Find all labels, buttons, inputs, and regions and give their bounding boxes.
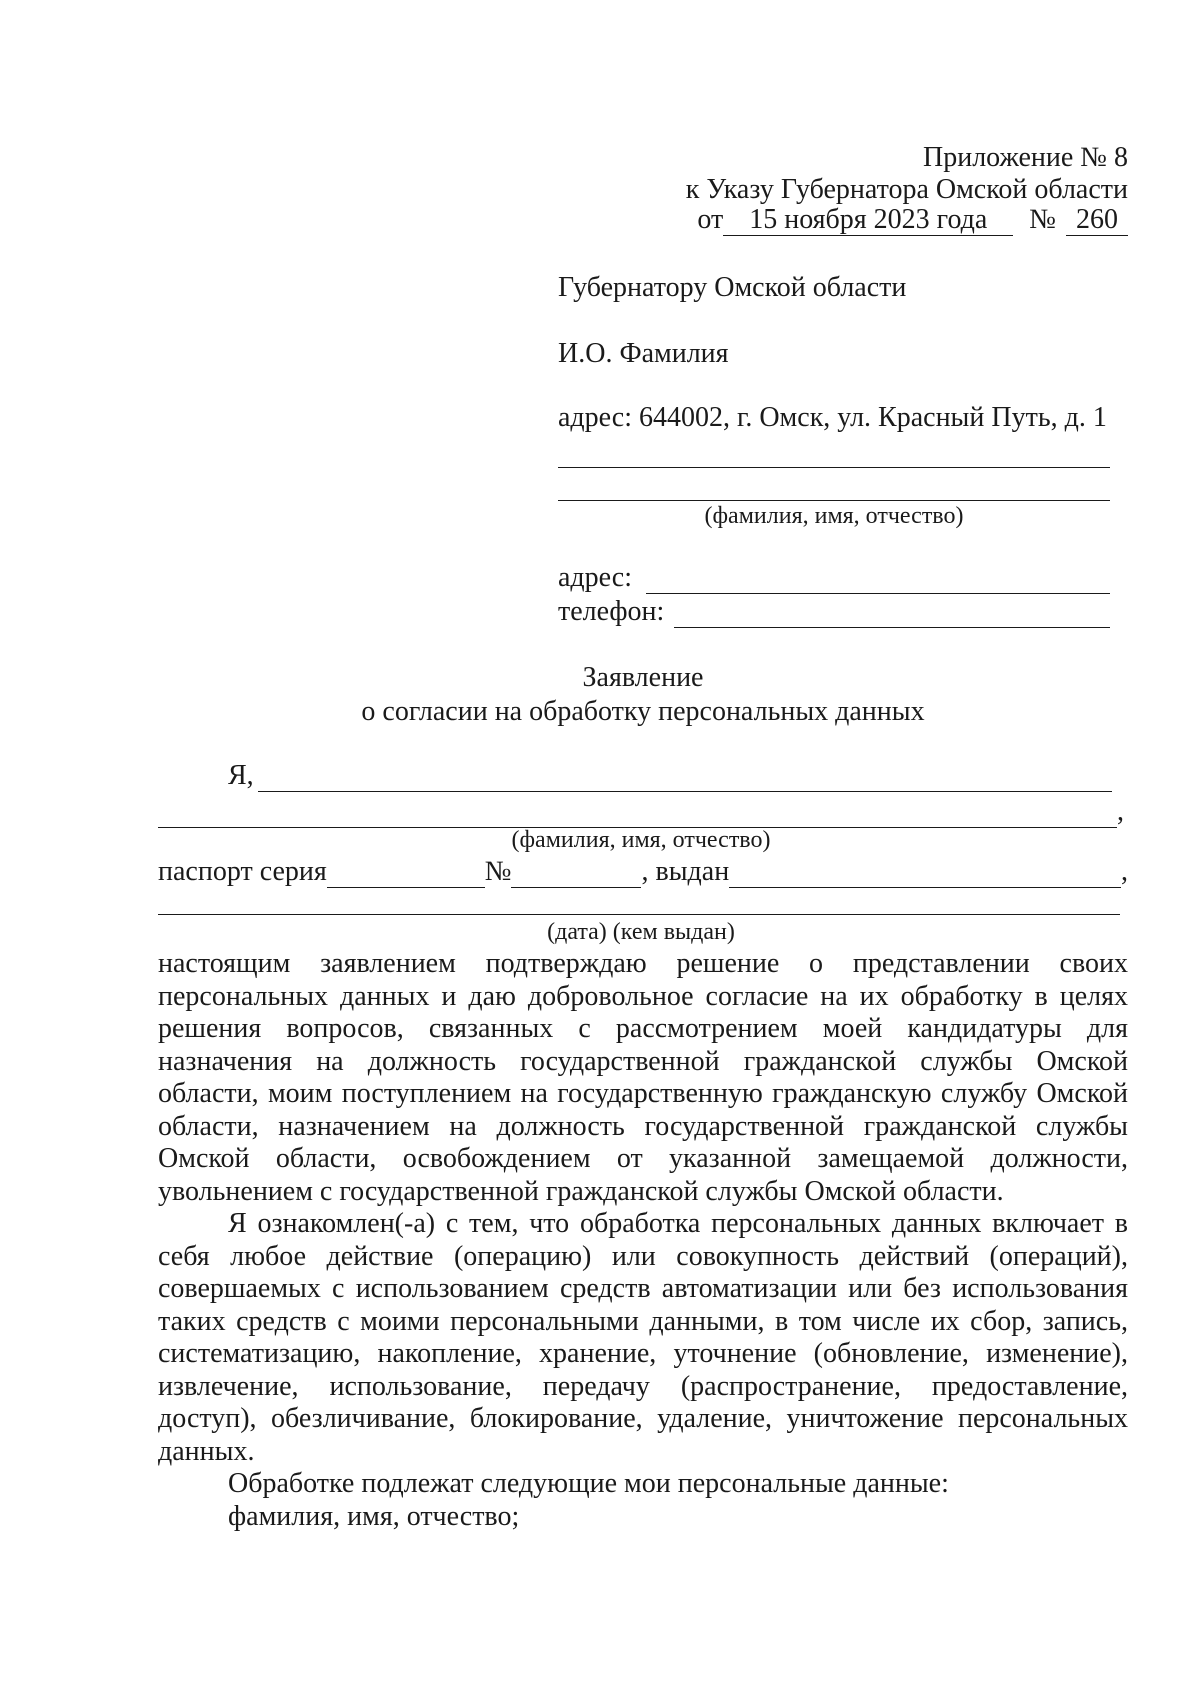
comma-2: , bbox=[1121, 856, 1128, 887]
sender-phone-input[interactable] bbox=[674, 601, 1110, 628]
addressee-title: Губернатору Омской области bbox=[558, 272, 907, 303]
sender-fio-line-2[interactable] bbox=[558, 500, 1110, 501]
decree-date-line bbox=[697, 204, 1128, 236]
passport-series-label: паспорт серия bbox=[158, 856, 327, 887]
addressee-name: И.О. Фамилия bbox=[558, 338, 729, 369]
passport-issuer-input[interactable] bbox=[729, 861, 1121, 888]
applicant-name-input-1[interactable] bbox=[258, 765, 1112, 792]
passport-number-label: № bbox=[484, 856, 512, 887]
applicant-name-input-2[interactable] bbox=[158, 801, 1117, 828]
consent-body bbox=[158, 948, 1128, 1533]
document-subtitle: о согласии на обработку персональных данных bbox=[361, 696, 925, 727]
paragraph-1: настоящим заявлением подтверждаю решение о представлении своих персональных данных и даю добровольное согласие на их обработку в целях решения вопросов, связанных с рассмотрением моей кандидатуры для назначения на должность государственной гражданской службы Омской области, моим поступлением на государственную гражданскую службу Омской области, назначением на должность государственной гражданской службы Омской области, освобождением от указанной замещаемой должности, увольнением с государственной гражданской службы Омской области. bbox=[158, 948, 1128, 1207]
from-label: от bbox=[697, 204, 724, 235]
document-title: Заявление bbox=[582, 662, 704, 693]
date-issuer-caption: (дата) (кем выдан) bbox=[547, 919, 735, 945]
sender-address-field bbox=[558, 562, 1110, 594]
comma: , bbox=[1117, 796, 1124, 827]
sender-phone-label: телефон: bbox=[558, 596, 665, 627]
applicant-name-field bbox=[228, 760, 1112, 792]
sender-address-input[interactable] bbox=[646, 567, 1110, 594]
passport-field bbox=[158, 856, 1128, 888]
decree-number-label: № bbox=[1029, 204, 1056, 235]
decree-reference: к Указу Губернатора Омской области bbox=[685, 174, 1128, 205]
passport-series-input[interactable] bbox=[327, 861, 485, 888]
paragraph-3: Обработке подлежат следующие мои персональные данные: bbox=[228, 1468, 949, 1499]
sender-phone-field bbox=[558, 596, 1110, 628]
passport-number-input[interactable] bbox=[511, 861, 641, 888]
applicant-fio-caption: (фамилия, имя, отчество) bbox=[511, 827, 771, 853]
addressee-address: адрес: 644002, г. Омск, ул. Красный Путь, д. 1 bbox=[558, 402, 1107, 433]
appendix-number: Приложение № 8 bbox=[923, 142, 1128, 173]
applicant-name-line-2 bbox=[158, 796, 1124, 828]
decree-date: 15 ноября 2023 года bbox=[723, 205, 1013, 236]
decree-number: 260 bbox=[1066, 205, 1128, 236]
sender-address-label: адрес: bbox=[558, 562, 633, 593]
paragraph-4: фамилия, имя, отчество; bbox=[228, 1500, 520, 1532]
passport-date-issuer-line[interactable] bbox=[158, 914, 1120, 915]
sender-fio-caption: (фамилия, имя, отчество) bbox=[704, 503, 964, 529]
paragraph-2: Я ознакомлен(-а) с тем, что обработка персональных данных включает в себя любое действие (операцию) или совокупность действий (операций), совершаемых с использованием средств автоматизации или без использования таких средств с моими персональными данными, в том числе их сбор, запись, систематизацию, накопление, хранение, уточнение (обновление, изменение), извлечение, использование, передачу (распространение, предоставление, доступ), обезличивание, блокирование, удаление, уничтожение персональных данных. bbox=[158, 1208, 1128, 1467]
i-label: Я, bbox=[228, 760, 254, 791]
passport-issued-label: , выдан bbox=[641, 856, 730, 887]
sender-fio-line-1[interactable] bbox=[558, 467, 1110, 468]
